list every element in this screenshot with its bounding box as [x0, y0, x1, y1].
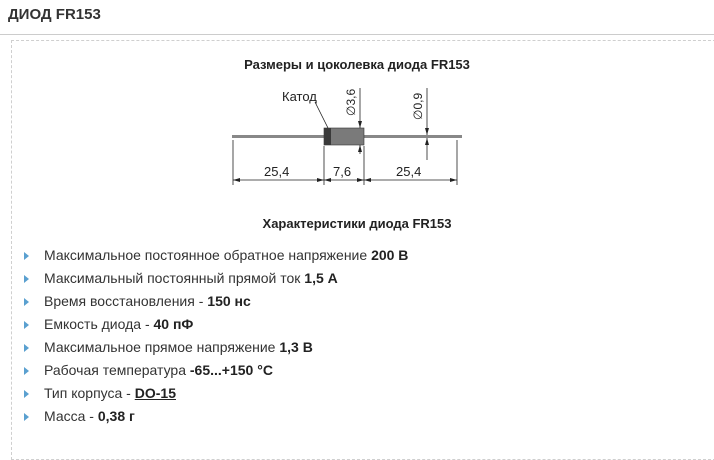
spec-separator: - — [122, 385, 135, 401]
arrow — [364, 178, 371, 182]
spec-value: 0,38 г — [97, 408, 135, 424]
bullet-arrow-icon — [24, 275, 29, 283]
spec-value: 1,3 В — [279, 339, 313, 355]
body-length-dimension: 7,6 — [333, 164, 352, 179]
spec-label: Рабочая температура — [44, 362, 186, 378]
spec-item — [22, 244, 408, 267]
spec-value: 40 пФ — [153, 316, 194, 332]
bullet-arrow-icon — [24, 344, 29, 352]
arrow — [425, 138, 429, 145]
spec-value: -65...+150 °С — [189, 362, 273, 378]
spec-separator: - — [141, 316, 154, 332]
spec-label: Время восстановления — [44, 293, 195, 309]
bullet-arrow-icon — [24, 321, 29, 329]
specs-title: Характеристики диода FR153 — [262, 216, 452, 231]
spec-separator: - — [194, 293, 208, 309]
cathode-label: Катод — [282, 89, 317, 104]
page-title: ДИОД FR153 — [8, 6, 101, 23]
arrow — [324, 178, 331, 182]
arrow — [357, 178, 364, 182]
lead-left-dimension: 25,4 — [264, 164, 290, 179]
arrow — [425, 128, 429, 135]
arrow — [450, 178, 457, 182]
spec-label: Емкость диода — [44, 316, 142, 332]
spec-value: 1,5 А — [304, 270, 338, 286]
spec-value: 200 В — [371, 247, 409, 263]
arrow — [317, 178, 324, 182]
spec-value-link[interactable]: DO-15 — [134, 385, 176, 401]
spec-item — [22, 313, 408, 336]
arrow — [358, 145, 362, 152]
lead-diameter-label: ∅0,9 — [411, 92, 425, 120]
spec-separator: - — [85, 408, 98, 424]
bullet-arrow-icon — [24, 413, 29, 421]
cathode-leader — [315, 102, 328, 128]
bullet-arrow-icon — [24, 367, 29, 375]
spec-item — [22, 405, 408, 428]
spec-item — [22, 267, 408, 290]
page-header — [0, 0, 714, 35]
spec-label: Тип корпуса — [44, 385, 123, 401]
spec-label: Максимальный постоянный прямой ток — [44, 270, 301, 286]
lead-right-dimension: 25,4 — [396, 164, 422, 179]
spec-label: Масса — [44, 408, 86, 424]
spec-list — [22, 244, 408, 428]
body-diameter-label: ∅3,6 — [344, 88, 358, 116]
spec-item — [22, 382, 408, 405]
diagram-title: Размеры и цоколевка диода FR153 — [244, 57, 470, 72]
arrow — [358, 121, 362, 128]
spec-value: 150 нс — [207, 293, 251, 309]
cathode-band — [324, 128, 331, 145]
lead-right — [364, 135, 462, 138]
spec-label: Максимальное прямое напряжение — [44, 339, 276, 355]
bullet-arrow-icon — [24, 252, 29, 260]
arrow — [233, 178, 240, 182]
spec-label: Максимальное постоянное обратное напряжение — [44, 247, 368, 263]
spec-item — [22, 359, 408, 382]
diode-dimension-diagram — [222, 82, 472, 190]
spec-item — [22, 336, 408, 359]
bullet-arrow-icon — [24, 298, 29, 306]
lead-left — [232, 135, 324, 138]
bullet-arrow-icon — [24, 390, 29, 398]
spec-item — [22, 290, 408, 313]
